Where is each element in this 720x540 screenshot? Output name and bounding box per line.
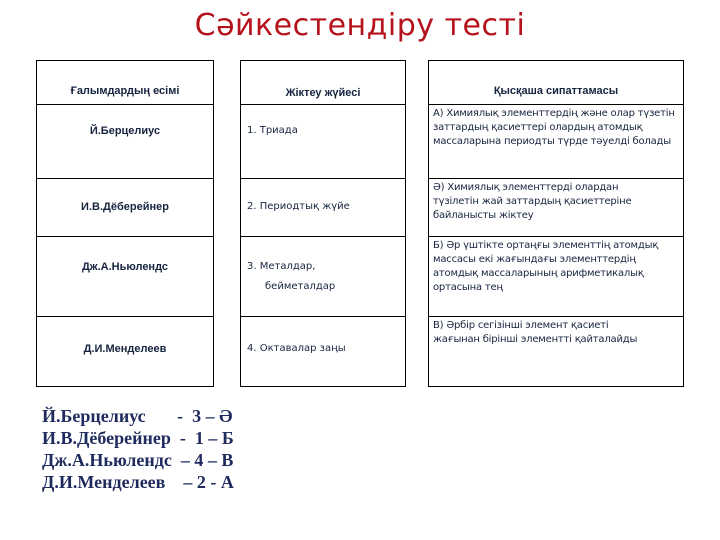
scientist-name: Дж.А.Ньюлендс [81,261,169,273]
scientist-header [37,61,213,105]
description-cell [429,105,683,179]
system-column [240,60,406,387]
description-cell [429,237,683,317]
description-column [428,60,684,387]
system-label: 2. Периодтық жүйе [247,201,350,212]
system-cell [241,179,405,237]
description-text: Б) Әр үштікте ортаңғы элементтің атомдық массасы екі жағындағы элементтердің атомдық массаларының арифметикалық ортасына тең [433,240,659,293]
scientist-header-label: Ғалымдардың есімі [70,85,180,97]
description-header-label: Қысқаша сипаттамасы [493,85,619,97]
answer-row: И.В.Дёберейнер - 1 – Б [42,428,234,448]
answer-row: Й.Берцелиус - 3 – Ә [42,406,233,426]
scientist-name: Д.И.Менделеев [83,343,167,355]
scientist-cell [37,179,213,237]
scientist-cell [37,317,213,387]
scientist-column [36,60,214,387]
description-cell [429,179,683,237]
system-header-label: Жіктеу жүйесі [285,87,361,99]
description-text: Ә) Химиялық элементтерді олардан түзілетін жай заттардың қасиеттеріне байланысты жіктеу [433,182,632,221]
answer-row: Дж.А.Ньюлендс – 4 – В [42,450,234,470]
system-label: 3. Металдар, [247,261,316,272]
system-cell [241,105,405,179]
answer-row: Д.И.Менделеев – 2 - А [42,472,234,492]
description-cell [429,317,683,387]
system-cell [241,317,405,387]
scientist-cell [37,237,213,317]
scientist-name: И.В.Дёберейнер [81,201,169,213]
system-header [241,61,405,105]
description-header [429,61,683,105]
description-text: А) Химиялық элементтердің және олар түзетін заттардың қасиеттері олардың атомдық массаларына периодты түрде тәуелді болады [433,108,675,147]
scientist-cell [37,105,213,179]
answer-key [42,405,234,493]
system-label: 1. Триада [247,125,298,136]
page-title: Сәйкестендіру тесті [194,8,526,43]
scientist-name: Й.Берцелиус [89,125,161,137]
system-cell [241,237,405,317]
description-text: В) Әрбір сегізінші элемент қасиеті жағынан бірінші элементті қайталайды [433,320,638,345]
system-label-line2: бейметалдар [265,281,336,292]
system-label: 4. Октавалар заңы [247,343,346,354]
